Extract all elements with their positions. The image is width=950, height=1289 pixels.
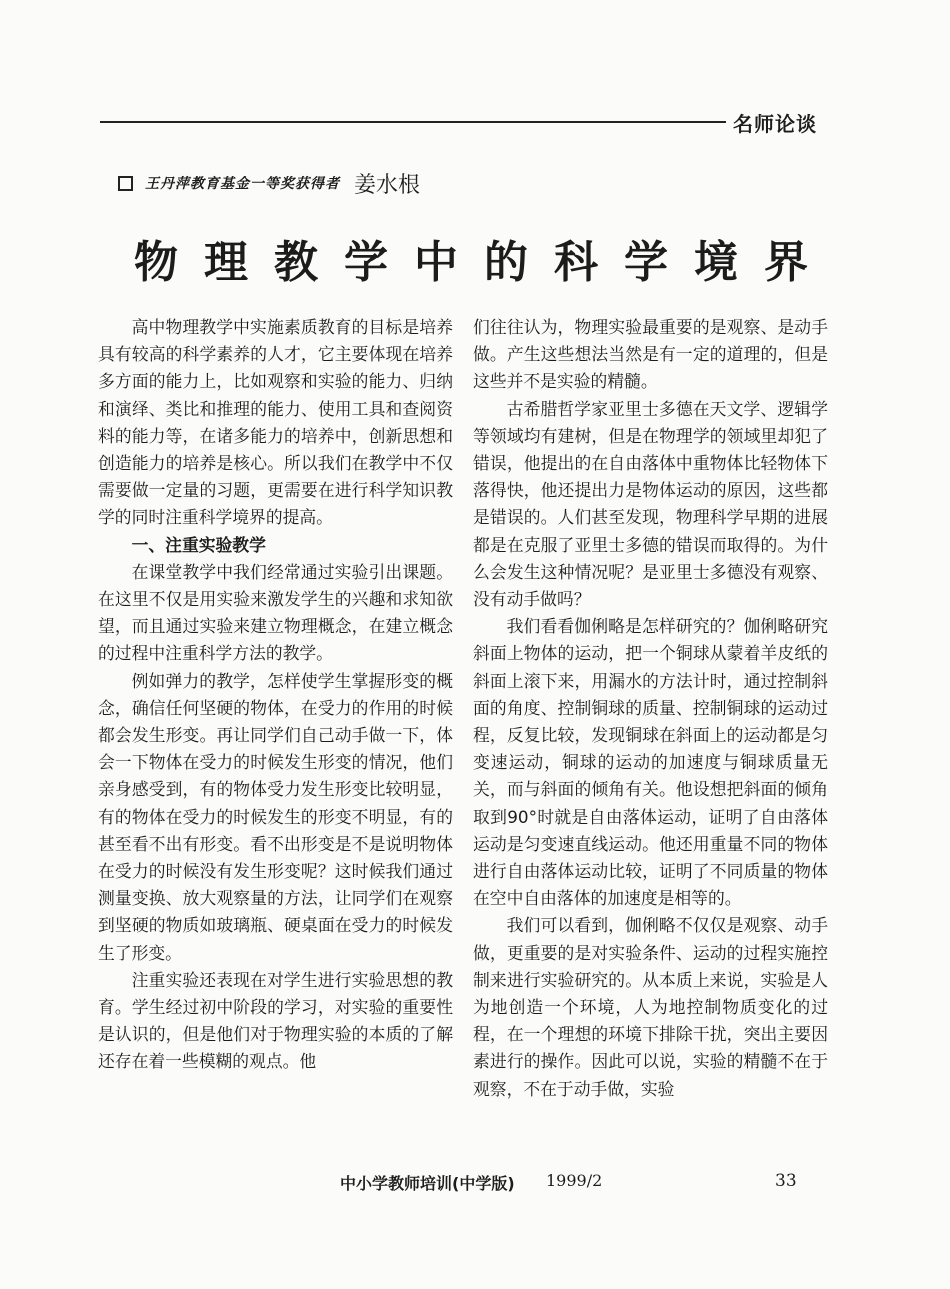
section-heading: 一、注重实验教学 <box>131 534 266 555</box>
footer-journal-name: 中小学教师培训(中学版) <box>340 1174 515 1193</box>
paragraph: 在课堂教学中我们经常通过实验引出课题。在这里不仅是用实验来激发学生的兴趣和求知欲望，而且通过实验来建立物理概念，在建立概念的过程中注重科学方法的教学。 <box>98 561 453 664</box>
article-title: 物理教学中的科学境界 <box>134 237 834 288</box>
left-column <box>98 314 453 1076</box>
byline <box>118 166 420 200</box>
footer-issue: 1999/2 <box>546 1171 603 1190</box>
paragraph: 高中物理教学中实施素质教育的目标是培养具有较高的科学素养的人才，它主要体现在培养多方面的能力上，比如观察和实验的能力、归纳和演绎、类比和推理的能力、使用工具和查阅资料的能力等，在诸多能力的培养中，创新思想和创造能力的培养是核心。所以我们在教学中不仅需要做一定量的习题，更需要在进行科学知识教学的同时注重科学境界的提高。 <box>98 317 453 528</box>
paragraph: 古希腊哲学家亚里士多德在天文学、逻辑学等领域均有建树，但是在物理学的领域里却犯了错误，他提出的在自由落体中重物体比轻物体下落得快，他还提出力是物体运动的原因，这些都是错误的。人们甚至发现，物理科学早期的进展都是在克服了亚里士多德的错误而取得的。为什么会发生这种情况呢？是亚里士多德没有观察、没有动手做吗？ <box>473 398 828 610</box>
section-tag: 名师论谈 <box>733 112 817 136</box>
header-rule <box>100 121 726 123</box>
page-number: 33 <box>775 1171 797 1191</box>
paragraph: 我们看看伽俐略是怎样研究的？伽俐略研究斜面上物体的运动，把一个铜球从蒙着羊皮纸的斜面上滚下来，用漏水的方法计时，通过控制斜面的角度、控制铜球的质量、控制铜球的运动过程，反复比较，发现铜球在斜面上的运动都是匀变速运动，铜球的运动的加速度与铜球质量无关，而与斜面的倾角有关。他设想把斜面的倾角取到90°时就是自由落体运动，证明了自由落体运动是匀变速直线运动。他还用重量不同的物体进行自由落体运动比较，证明了不同质量的物体在空中自由落体的加速度是相等的。 <box>473 616 828 909</box>
square-bullet-icon <box>118 176 133 191</box>
paragraph: 我们可以看到，伽俐略不仅仅是观察、动手做，更重要的是对实验条件、运动的过程实施控制来进行实验研究的。从本质上来说，实验是人为地创造一个环境，人为地控制物质变化的过程，在一个理想的环境下排除干扰，突出主要因素进行的操作。因此可以说，实验的精髓不在于观察，不在于动手做，实验 <box>473 915 828 1099</box>
paragraph: 例如弹力的教学，怎样使学生掌握形变的概念，确信任何坚硬的物体，在受力的作用的时候都会发生形变。再让同学们自己动手做一下，体会一下物体在受力的时候发生形变的情况，他们亲身感受到，有的物体受力发生形变比较明显，有的物体在受力的时候发生的形变不明显，有的甚至看不出有形变。看不出形变是不是说明物体在受力的时候没有发生形变呢？这时候我们通过测量变换、放大观察量的方法，让同学们在观察到坚硬的物质如玻璃瓶、硬桌面在受力的时候发生了形变。 <box>98 670 453 963</box>
paragraph: 注重实验还表现在对学生进行实验思想的教育。学生经过初中阶段的学习，对实验的重要性是认识的，但是他们对于物理实验的本质的了解还存在着一些模糊的观点。他 <box>98 969 453 1072</box>
award-label: 王丹萍教育基金一等奖获得者 <box>145 176 340 192</box>
right-column <box>473 314 828 1103</box>
paragraph-continued: 们往往认为，物理实验最重要的是观察、是动手做。产生这些想法当然是有一定的道理的，但是这些并不是实验的精髓。 <box>473 317 828 392</box>
author-name: 姜水根 <box>354 172 421 198</box>
